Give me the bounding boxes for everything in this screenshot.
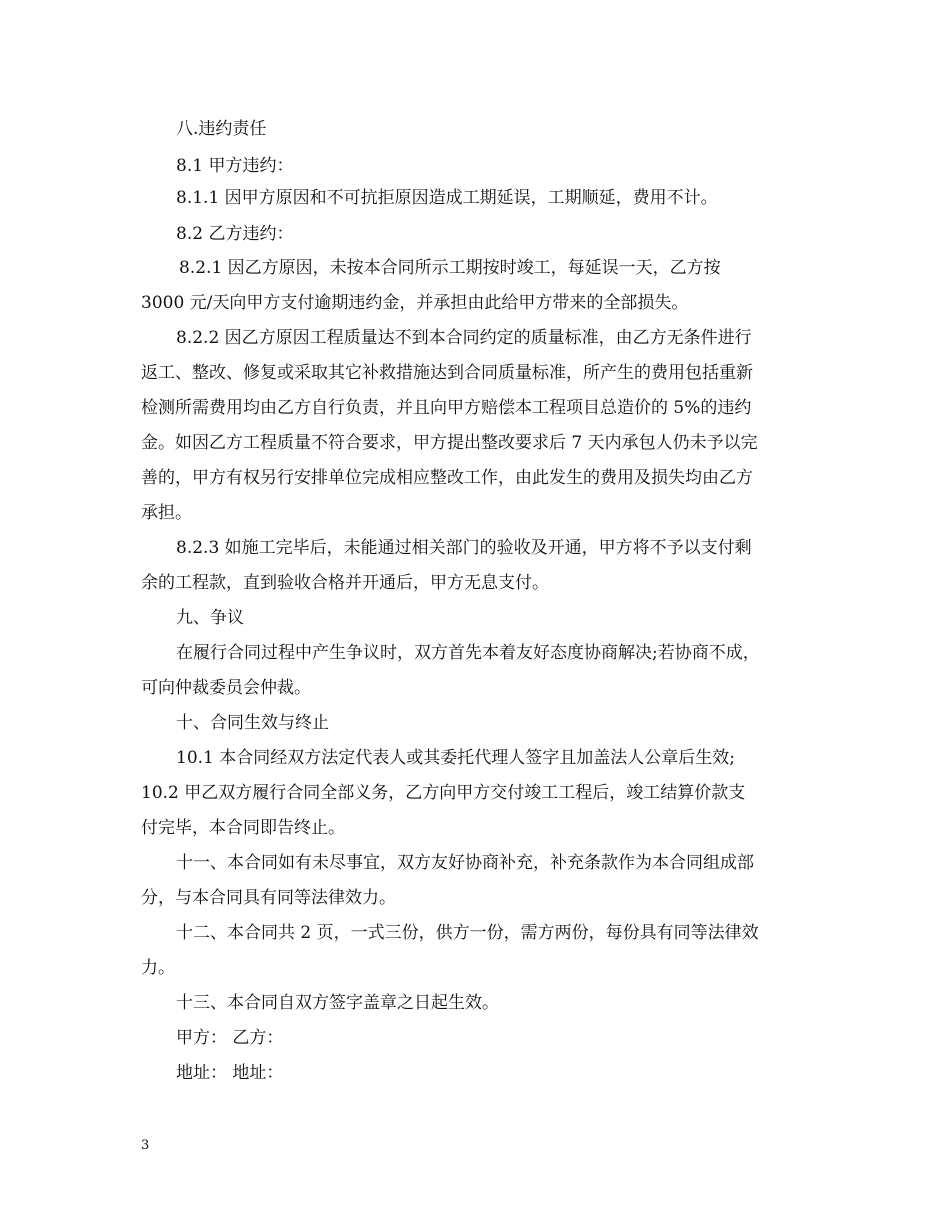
clause-8-2-heading: 8.2 乙方违约： (176, 224, 294, 244)
section-12-line-1: 十二、本合同共 2 页，一式三份，供方一份，需方两份，每份具有同等法律效 (176, 923, 759, 943)
section-11-line-1: 十一、本合同如有未尽事宜，双方友好协商补充，补充条款作为本合同组成部 (176, 853, 754, 873)
page-number: 3 (141, 1138, 150, 1153)
section-13: 十三、本合同自双方签字盖章之日起生效。 (176, 993, 499, 1013)
clause-8-1-heading: 8.1 甲方违约： (176, 156, 294, 176)
address-line: 地址： 地址： (176, 1063, 284, 1083)
section-11-line-2: 分，与本合同具有同等法律效力。 (141, 888, 396, 908)
clause-8-2-1-line-2: 3000 元/天向甲方支付逾期违约金，并承担由此给甲方带来的全部损失。 (141, 293, 689, 313)
clause-8-2-2-line-6: 承担。 (141, 503, 192, 523)
section-9-text-line-1: 在履行合同过程中产生争议时，双方首先本着友好态度协商解决;若协商不成， (176, 643, 760, 663)
section-10-heading: 十、合同生效与终止 (176, 713, 329, 733)
clause-8-2-2-line-3: 检测所需费用均由乙方自行负责，并且向甲方赔偿本工程项目总造价的 5%的违约 (141, 398, 752, 418)
clause-8-2-2-line-4: 金。如因乙方工程质量不符合要求，甲方提出整改要求后 7 天内承包人仍未予以完 (141, 433, 758, 453)
clause-8-2-2-line-2: 返工、整改、修复或采取其它补救措施达到合同质量标准，所产生的费用包括重新 (141, 363, 753, 383)
clause-8-2-1-line-1: 8.2.1 因乙方原因，未按本合同所示工期按时竣工，每延误一天，乙方按 (179, 258, 721, 278)
section-9-heading: 九、争议 (176, 608, 244, 628)
clause-10-2-line-1: 10.2 甲乙双方履行合同全部义务，乙方向甲方交付竣工工程后，竣工结算价款支 (141, 783, 746, 803)
clause-8-2-2-line-1: 8.2.2 因乙方原因工程质量达不到本合同约定的质量标准，由乙方无条件进行 (176, 328, 752, 348)
section-8-heading: 八.违约责任 (176, 119, 267, 139)
section-9-text-line-2: 可向仲裁委员会仲裁。 (141, 678, 311, 698)
section-12-line-2: 力。 (141, 958, 175, 978)
clause-10-2-line-2: 付完毕，本合同即告终止。 (141, 818, 345, 838)
clause-10-1: 10.1 本合同经双方法定代表人或其委托代理人签字且加盖法人公章后生效; (176, 748, 735, 768)
clause-8-2-3-line-1: 8.2.3 如施工完毕后，未能通过相关部门的验收及开通，甲方将不予以支付剩 (176, 538, 752, 558)
clause-8-1-1: 8.1.1 因甲方原因和不可抗拒原因造成工期延误，工期顺延，费用不计。 (176, 188, 718, 208)
clause-8-2-3-line-2: 余的工程款，直到验收合格并开通后，甲方无息支付。 (141, 573, 549, 593)
party-signature-line: 甲方： 乙方： (176, 1028, 284, 1048)
clause-8-2-2-line-5: 善的，甲方有权另行安排单位完成相应整改工作，由此发生的费用及损失均由乙方 (141, 468, 753, 488)
